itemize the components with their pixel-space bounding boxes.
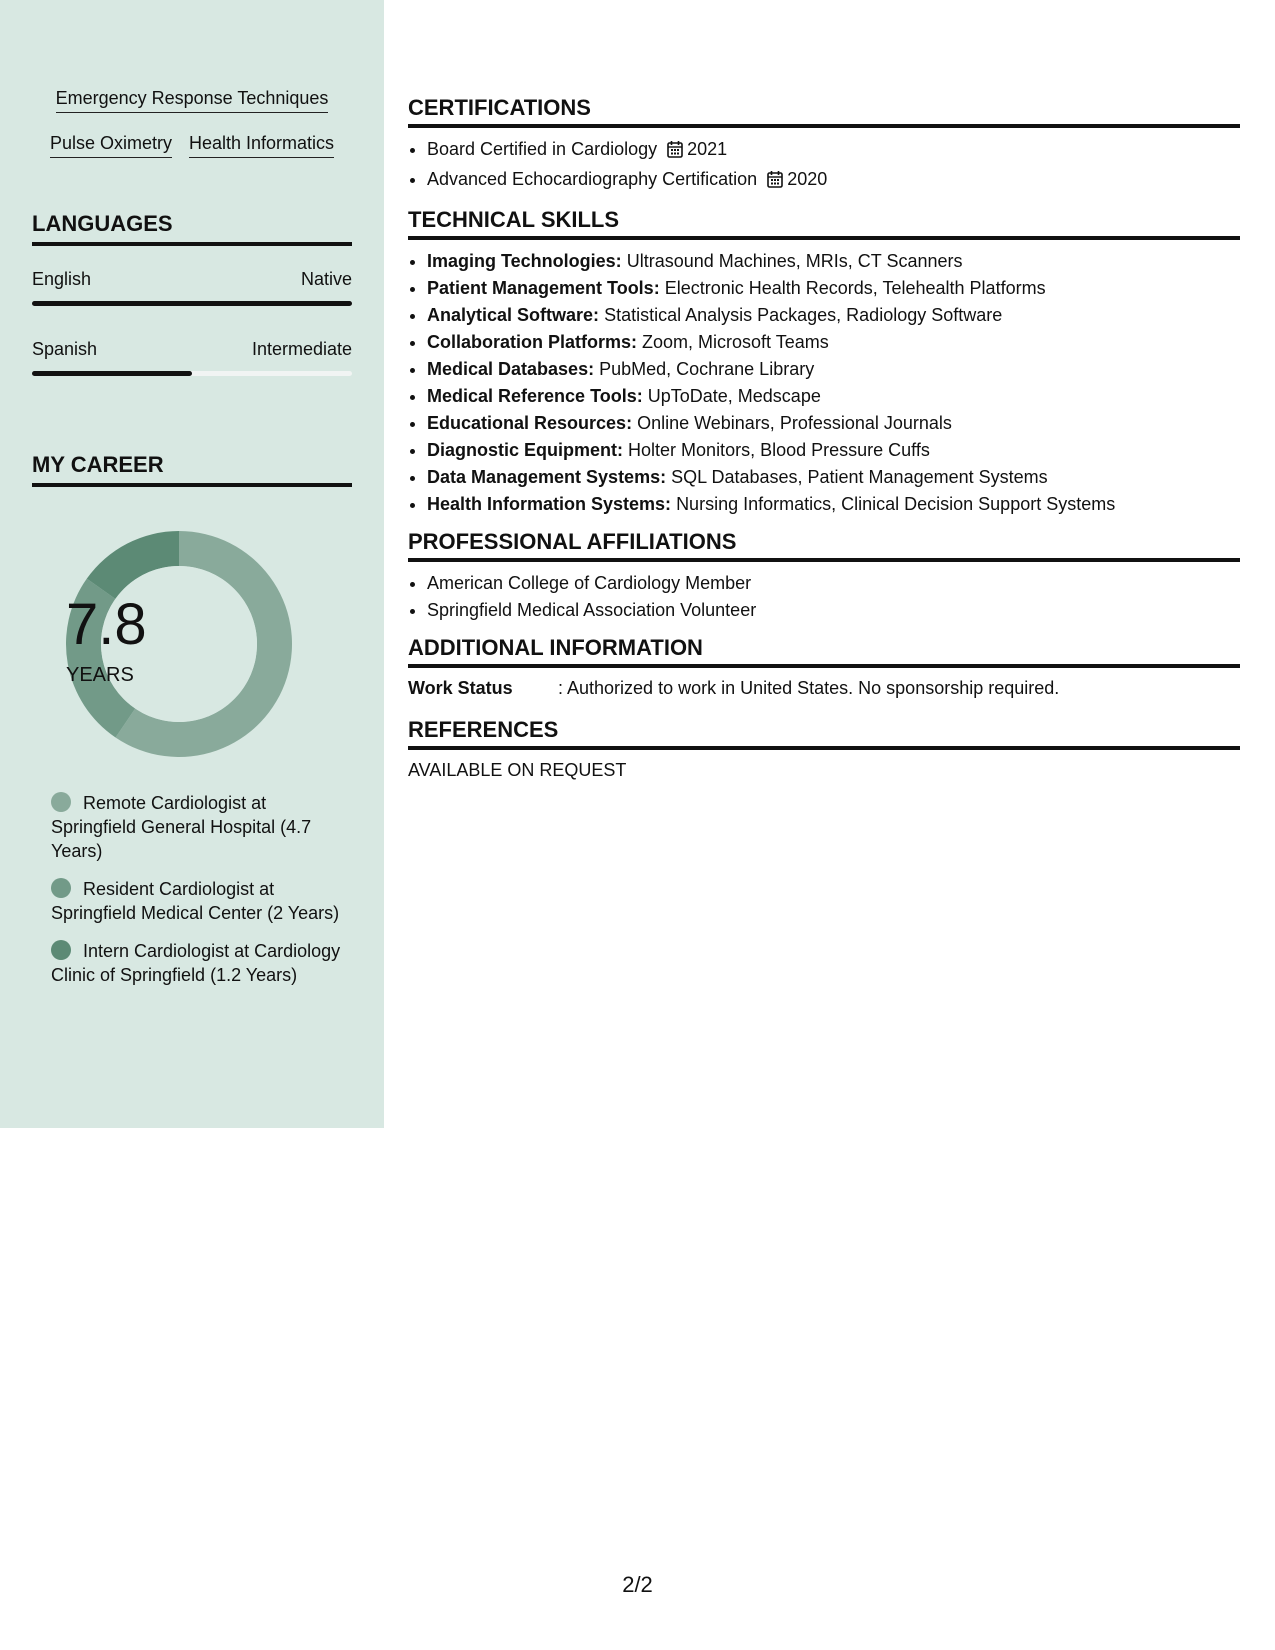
- technical-skills-heading: TECHNICAL SKILLS: [408, 206, 1240, 240]
- career-text: Resident Cardiologist at Springfield Medical Center (2 Years): [51, 879, 340, 923]
- references-text: AVAILABLE ON REQUEST: [408, 760, 627, 780]
- skill-label: Medical Reference Tools:: [427, 386, 643, 406]
- proficiency-bar: [32, 371, 352, 376]
- work-status-label: Work Status: [408, 678, 513, 698]
- references-heading: REFERENCES: [408, 716, 1240, 750]
- skill-value: SQL Databases, Patient Management Systems: [671, 467, 1048, 487]
- tag-row: [0, 86, 384, 113]
- skill-value: PubMed, Cochrane Library: [599, 359, 815, 379]
- certification-name: Advanced Echocardiography Certification: [427, 169, 758, 189]
- career-item: [51, 877, 341, 925]
- career-total-years: 7.8: [66, 592, 147, 657]
- skill-item: [427, 410, 1240, 437]
- skill-label: Educational Resources:: [427, 413, 633, 433]
- skill-tag: Health Informatics: [189, 131, 334, 158]
- affiliation-item: • Springfield Medical Association Volunteer: [427, 597, 1240, 624]
- skill-label: Collaboration Platforms:: [427, 332, 638, 352]
- technical-skills-list: [408, 248, 1240, 518]
- tag-row: [0, 131, 384, 158]
- skill-item: [427, 356, 1240, 383]
- affiliations-heading: PROFESSIONAL AFFILIATIONS: [408, 528, 1240, 562]
- skill-item: [427, 248, 1240, 275]
- language-level: Intermediate: [251, 339, 352, 359]
- certification-name: Board Certified in Cardiology: [427, 139, 658, 159]
- skill-label: Diagnostic Equipment:: [427, 440, 624, 460]
- proficiency-bar: [32, 301, 352, 306]
- proficiency-fill: [32, 301, 352, 306]
- legend-dot: [51, 878, 71, 898]
- skill-tag: Emergency Response Techniques: [56, 86, 329, 113]
- skill-item: [427, 302, 1240, 329]
- skill-label: Patient Management Tools:: [427, 278, 660, 298]
- certification-item: [427, 166, 1240, 196]
- sidebar: [0, 0, 384, 1128]
- language-name: Spanish: [32, 339, 98, 359]
- additional-info-heading: ADDITIONAL INFORMATION: [408, 634, 1240, 668]
- certifications-heading: CERTIFICATIONS: [408, 94, 1240, 128]
- certification-year: 2020: [787, 169, 828, 189]
- calendar-icon: [667, 139, 683, 166]
- skill-item: [427, 491, 1240, 518]
- skill-value: Holter Monitors, Blood Pressure Cuffs: [628, 440, 930, 460]
- skill-value: Nursing Informatics, Clinical Decision Support Systems: [676, 494, 1116, 514]
- calendar-icon: [767, 169, 783, 196]
- skill-value: Electronic Health Records, Telehealth Platforms: [664, 278, 1046, 298]
- career-donut-chart: [66, 531, 292, 757]
- skill-label: Analytical Software:: [427, 305, 600, 325]
- language-english: [32, 267, 352, 306]
- certifications-list: [408, 136, 1240, 196]
- career-list: [51, 791, 341, 1001]
- legend-dot: [51, 940, 71, 960]
- affiliation-item: • American College of Cardiology Member: [427, 570, 1240, 597]
- work-status-value: : Authorized to work in United States. No sponsorship required.: [558, 678, 1060, 698]
- certification-year: 2021: [687, 139, 728, 159]
- skill-value: Statistical Analysis Packages, Radiology Software: [604, 305, 1003, 325]
- skill-label: Medical Databases:: [427, 359, 595, 379]
- certification-item: [427, 136, 1240, 166]
- skill-item: [427, 437, 1240, 464]
- work-status-row: [408, 676, 1240, 700]
- page-number: 2/2: [622, 1572, 653, 1597]
- skill-item: [427, 329, 1240, 356]
- skill-label: Imaging Technologies:: [427, 251, 622, 271]
- main-content: [408, 94, 1240, 782]
- skill-item: [427, 464, 1240, 491]
- skill-tags: [0, 86, 384, 176]
- affiliations-list: [408, 570, 1240, 624]
- language-spanish: [32, 337, 352, 376]
- skill-value: Online Webinars, Professional Journals: [637, 413, 952, 433]
- career-item: [51, 791, 341, 863]
- proficiency-fill: [32, 371, 192, 376]
- skill-value: Zoom, Microsoft Teams: [642, 332, 829, 352]
- career-item: [51, 939, 341, 987]
- skill-value: UpToDate, Medscape: [647, 386, 821, 406]
- language-level: Native: [300, 269, 352, 289]
- skill-label: Data Management Systems:: [427, 467, 667, 487]
- skill-item: [427, 275, 1240, 302]
- language-name: English: [32, 269, 92, 289]
- languages-heading: LANGUAGES: [32, 210, 352, 246]
- skill-tag: Pulse Oximetry: [50, 131, 172, 158]
- career-text: Intern Cardiologist at Cardiology Clinic of Springfield (1.2 Years): [51, 941, 341, 985]
- legend-dot: [51, 792, 71, 812]
- career-text: Remote Cardiologist at Springfield General Hospital (4.7 Years): [51, 793, 312, 861]
- skill-label: Health Information Systems:: [427, 494, 672, 514]
- skill-item: [427, 383, 1240, 410]
- skill-value: Ultrasound Machines, MRIs, CT Scanners: [626, 251, 963, 271]
- career-years-label: YEARS: [66, 664, 134, 686]
- career-heading: MY CAREER: [32, 451, 352, 487]
